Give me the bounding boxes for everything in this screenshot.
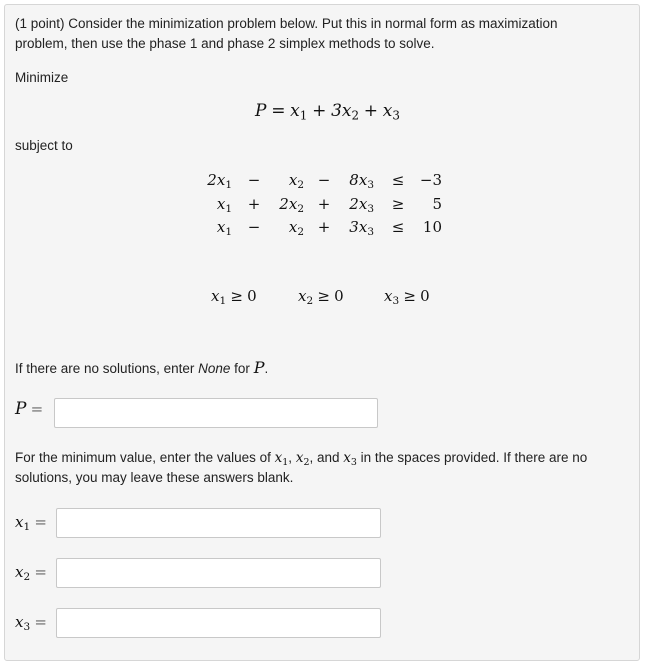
nonneg-x1: $x_1 \ge 0$ [211, 287, 257, 308]
constraint-2-term-1: $x_1$ [216, 195, 232, 216]
no-solution-instruction: If there are no solutions, enter None for P. [15, 358, 269, 377]
constraint-3-term-2: $x_2$ [288, 218, 304, 239]
x2-answer-input[interactable] [56, 558, 381, 588]
constraint-1-relation: ≤ [391, 171, 405, 189]
constraint-1-rhs: −3 [419, 171, 442, 189]
constraint-1-op-1: − [247, 171, 261, 189]
x3-answer-label: $x_3$ = [15, 613, 47, 634]
objective-function: $P = x_1 + 3x_2 + x_3$ [255, 101, 400, 123]
intro-text: Consider the minimization problem below. Put this in normal form as maximization [68, 16, 558, 31]
constraint-1-term-1: $2x_1$ [207, 171, 232, 192]
constraint-2-op-1: + [247, 195, 261, 213]
constraint-3-relation: ≤ [391, 218, 405, 236]
constraint-1-term-2: $x_2$ [288, 171, 304, 192]
x1-answer-label: $x_1$ = [15, 513, 47, 534]
min-value-instruction: For the minimum value, enter the values of $x_1$, $x_2$, and $x_3$ in the spaces provided. If there are no solutions, you may leave these answers blank. [15, 450, 588, 485]
minimize-label: Minimize [15, 70, 69, 85]
intro-text-line2: problem, then use the phase 1 and phase 2 simplex methods to solve. [15, 36, 435, 51]
constraint-3-rhs: 10 [422, 218, 442, 236]
constraint-2-term-3: $2x_3$ [349, 195, 374, 216]
constraint-3-term-1: $x_1$ [216, 218, 232, 239]
p-answer-input[interactable] [54, 398, 378, 428]
constraint-1-op-2: − [317, 171, 331, 189]
nonneg-x3: $x_3 \ge 0$ [384, 287, 430, 308]
problem-intro [15, 14, 630, 54]
constraint-2-term-2: $2x_2$ [279, 195, 304, 216]
subject-to-label: subject to [15, 138, 73, 153]
none-keyword: None [198, 361, 231, 376]
constraint-2-rhs: 5 [432, 195, 442, 213]
constraint-3-op-2: + [317, 218, 331, 236]
constraint-3-op-1: − [247, 218, 261, 236]
constraint-1-term-3: $8x_3$ [349, 171, 374, 192]
constraint-2-relation: ≥ [391, 195, 405, 213]
constraint-2-op-2: + [317, 195, 331, 213]
constraint-3-term-3: $3x_3$ [349, 218, 374, 239]
nonneg-x2: $x_2 \ge 0$ [298, 287, 344, 308]
x2-answer-label: $x_2$ = [15, 563, 47, 584]
points-label: (1 point) [15, 16, 65, 31]
x3-answer-input[interactable] [56, 608, 381, 638]
p-answer-label: P = [15, 399, 44, 419]
x1-answer-input[interactable] [56, 508, 381, 538]
